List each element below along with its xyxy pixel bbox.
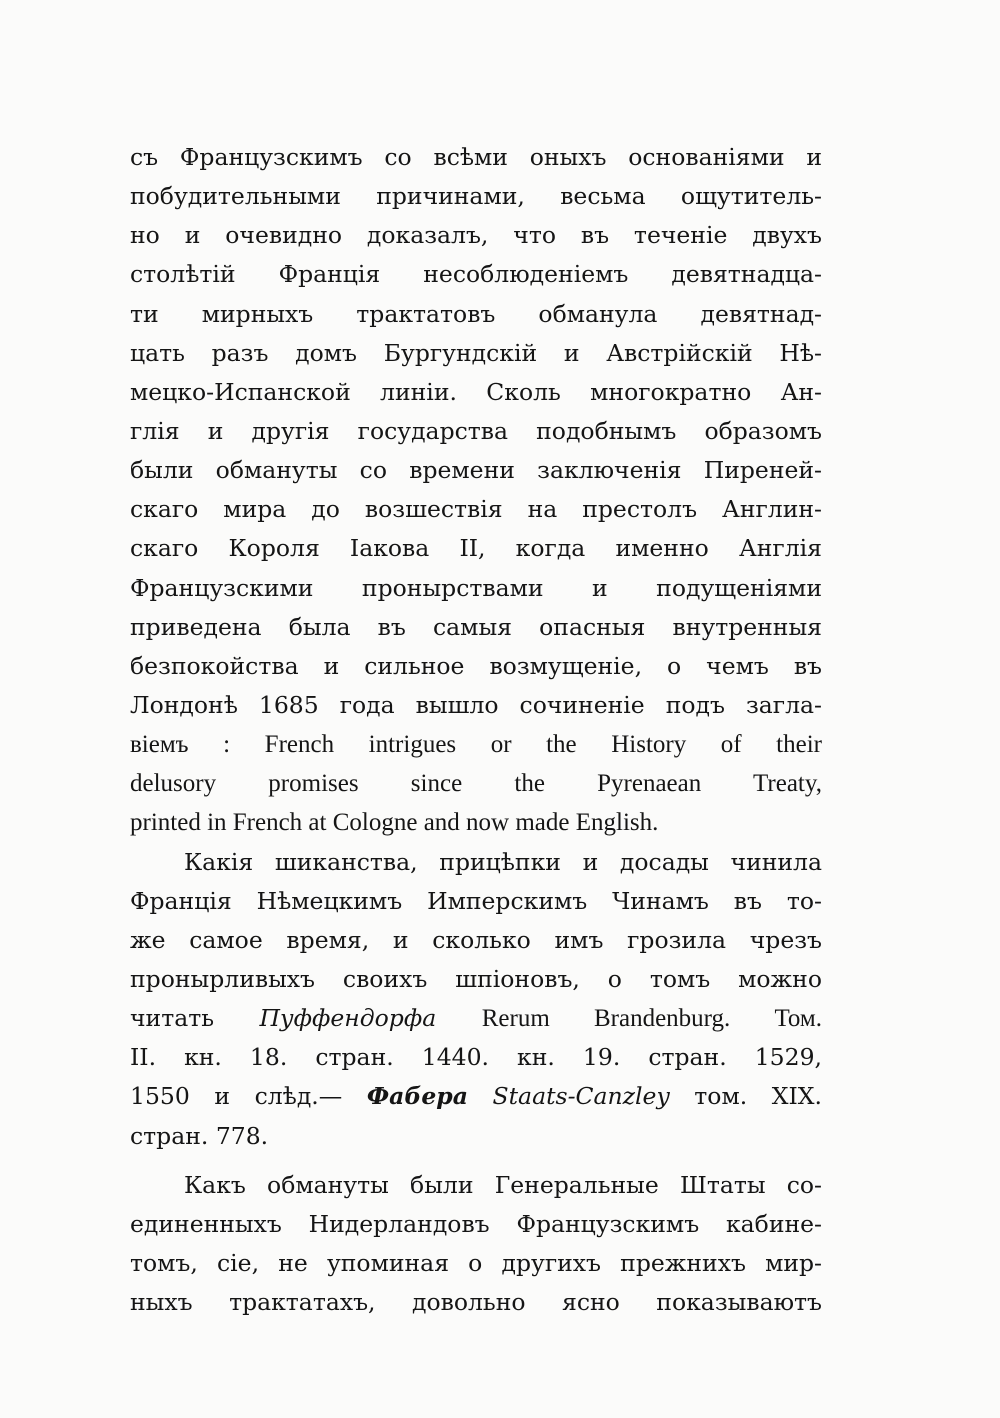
text-line: столѣтій Франція несоблюденіемъ девятнадца- bbox=[130, 260, 822, 289]
text-line: ныхъ трактатахъ, довольно ясно показываютъ bbox=[130, 1288, 822, 1317]
paragraph-3 bbox=[130, 1166, 822, 1323]
ref-prefix: 1550 и слѣд.— bbox=[130, 1082, 343, 1111]
text-line: же самое время, и сколько имъ грозила чрезъ bbox=[130, 925, 822, 954]
author-name: Пуффендорфа bbox=[259, 1004, 437, 1033]
text-line: цать разъ домъ Бургундскій и Австрійскій Нѣ- bbox=[130, 338, 822, 367]
text-line: Какія шиканства, прицѣпки и досады чинила bbox=[184, 847, 822, 876]
text-line: пронырливыхъ своихъ шпіоновъ, о томъ можно bbox=[130, 964, 822, 993]
text-line: ти мирныхъ трактатовъ обманула девятнад- bbox=[130, 299, 822, 328]
author-name: Фабера bbox=[366, 1082, 468, 1111]
reference-line bbox=[130, 1077, 822, 1116]
work-title: Rerum Brandenburg. Том. bbox=[481, 1005, 822, 1033]
reference-line: II. кн. 18. стран. 1440. кн. 19. стран. 1529, bbox=[130, 1043, 822, 1072]
text-line: Какъ обмануты были Генеральные Штаты со- bbox=[184, 1170, 822, 1199]
page-text bbox=[130, 138, 822, 1322]
text-line: скаго мира до возшествія на престолъ Англин- bbox=[130, 495, 822, 524]
text-line-latin: delusory promises since the Pyrenaean Treaty, bbox=[130, 770, 822, 798]
text-line: томъ, сіе, не упоминая о другихъ прежнихъ мир- bbox=[130, 1248, 822, 1277]
ref-prefix: читать bbox=[130, 1004, 215, 1033]
text-line: Французскими пронырствами и подущеніями bbox=[130, 573, 822, 602]
text-line: но и очевидно доказалъ, что въ теченіе двухъ bbox=[130, 221, 822, 250]
text-line: приведена была въ самыя опасныя внутренныя bbox=[130, 612, 822, 641]
text-line: Лондонѣ 1685 года вышло сочиненіе подъ загла- bbox=[130, 690, 822, 719]
paragraph-1 bbox=[130, 138, 822, 843]
text-line: были обмануты со времени заключенія Пиреней- bbox=[130, 456, 822, 485]
work-title: Staats-Canzley bbox=[492, 1082, 670, 1111]
volume-ref: том. XIX. bbox=[694, 1082, 822, 1111]
text-line-latin: віемъ : French intrigues or the History of their bbox=[130, 731, 822, 759]
text-line: мецко-Испанской линіи. Сколь многократно Ан- bbox=[130, 377, 822, 406]
text-line: скаго Короля Іакова II, когда именно Англія bbox=[130, 534, 822, 563]
text-line: безпокойства и сильное возмущеніе, о чемъ въ bbox=[130, 651, 822, 680]
text-line: глія и другія государства подобнымъ образомъ bbox=[130, 416, 822, 445]
text-line: Франція Нѣмецкимъ Имперскимъ Чинамъ въ то- bbox=[130, 886, 822, 915]
paragraph-2 bbox=[130, 843, 822, 1156]
text-line: побудительными причинами, весьма ощутитель- bbox=[130, 182, 822, 211]
reference-line: стран. 778. bbox=[130, 1121, 269, 1150]
reference-line bbox=[130, 999, 822, 1038]
text-line: единенныхъ Нидерландовъ Французскимъ кабине- bbox=[130, 1209, 822, 1238]
text-line: съ Французскимъ со всѣми оныхъ основаніями и bbox=[130, 143, 822, 171]
text-line-latin: printed in French at Cologne and now made English. bbox=[130, 809, 659, 837]
